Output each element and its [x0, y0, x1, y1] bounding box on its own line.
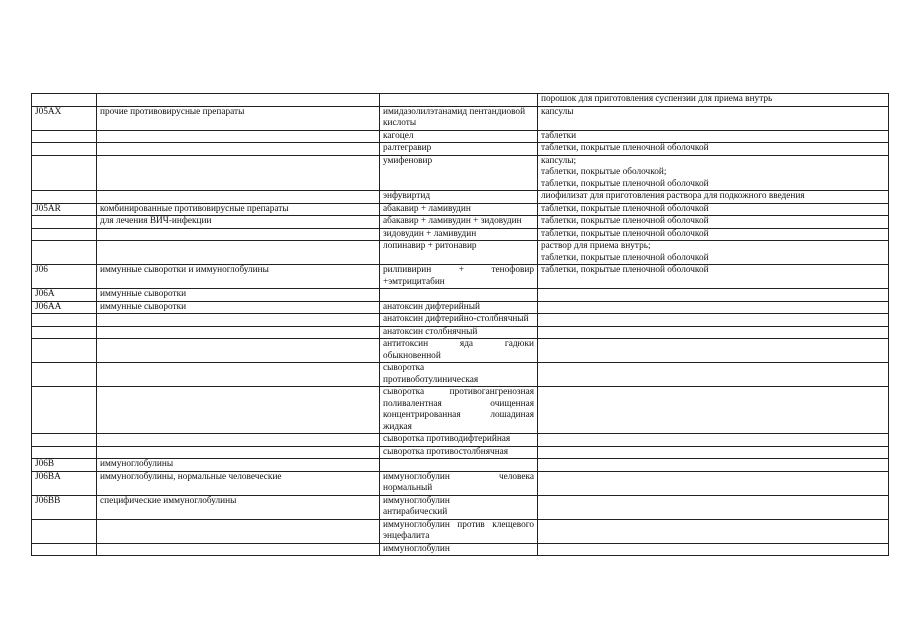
dosage-form-cell: [538, 471, 889, 495]
group-cell: [97, 434, 380, 447]
atc-code-cell: J05AR: [32, 203, 97, 216]
table-row: [32, 387, 889, 434]
drug-cell: [380, 289, 538, 302]
group-cell: [97, 228, 380, 241]
atc-code-cell: [32, 387, 97, 434]
drug-cell: анатоксин дифтерийно-столбнячный: [380, 314, 538, 327]
group-cell: иммуноглобулины, нормальные человеческие: [97, 471, 380, 495]
atc-code-cell: [32, 241, 97, 265]
atc-code-cell: [32, 543, 97, 556]
table-row: [32, 301, 889, 314]
table-row: [32, 143, 889, 156]
drug-cell: абакавир + ламивудин: [380, 203, 538, 216]
table-row: [32, 289, 889, 302]
atc-code-cell: [32, 143, 97, 156]
table-row: [32, 326, 889, 339]
drug-cell: иммуноглобулин против клещевого энцефалита: [380, 519, 538, 543]
dosage-form-cell: порошок для приготовления суспензии для приема внутрь: [538, 94, 889, 107]
dosage-form-cell: [538, 314, 889, 327]
atc-code-cell: [32, 519, 97, 543]
drug-table: [31, 93, 889, 556]
drug-cell: лопинавир + ритонавир: [380, 241, 538, 265]
drug-cell: умифеновир: [380, 155, 538, 191]
dosage-form-cell: лиофилизат для приготовления раствора для подкожного введения: [538, 191, 889, 204]
drug-cell: анатоксин дифтерийный: [380, 301, 538, 314]
dosage-form-cell: таблетки, покрытые пленочной оболочкой: [538, 203, 889, 216]
dosage-form-cell: [538, 434, 889, 447]
group-cell: иммуноглобулины: [97, 459, 380, 472]
table-row: [32, 241, 889, 265]
table-row: [32, 216, 889, 229]
table-row: [32, 106, 889, 130]
drug-cell: сыворотка противодифтерийная: [380, 434, 538, 447]
drug-cell: сыворотка противостолбнячная: [380, 446, 538, 459]
table-row: [32, 191, 889, 204]
atc-code-cell: J06BA: [32, 471, 97, 495]
atc-code-cell: J06AA: [32, 301, 97, 314]
atc-code-cell: J05AX: [32, 106, 97, 130]
table-row: [32, 155, 889, 191]
drug-cell: зидовудин + ламивудин: [380, 228, 538, 241]
drug-cell: анатоксин столбнячный: [380, 326, 538, 339]
group-cell: [97, 339, 380, 363]
group-cell: прочие противовирусные препараты: [97, 106, 380, 130]
dosage-form-cell: таблетки, покрытые пленочной оболочкой: [538, 228, 889, 241]
atc-code-cell: [32, 216, 97, 229]
group-cell: для лечения ВИЧ-инфекции: [97, 216, 380, 229]
dosage-form-cell: [538, 543, 889, 556]
group-cell: иммунные сыворотки: [97, 301, 380, 314]
drug-cell: сыворотка противоботулиническая: [380, 363, 538, 387]
atc-code-cell: [32, 155, 97, 191]
drug-cell: иммуноглобулин антирабический: [380, 495, 538, 519]
dosage-form-cell: капсулы: [538, 106, 889, 130]
group-cell: [97, 130, 380, 143]
atc-code-cell: [32, 130, 97, 143]
group-cell: иммунные сыворотки: [97, 289, 380, 302]
dosage-form-cell: [538, 301, 889, 314]
drug-cell: имидазолилэтанамид пентандиовой кислоты: [380, 106, 538, 130]
drug-cell: энфувиртид: [380, 191, 538, 204]
drug-table-body: [32, 94, 889, 556]
group-cell: [97, 363, 380, 387]
group-cell: [97, 241, 380, 265]
drug-cell: абакавир + ламивудин + зидовудин: [380, 216, 538, 229]
dosage-form-cell: [538, 446, 889, 459]
dosage-form-cell: [538, 326, 889, 339]
dosage-form-cell: [538, 495, 889, 519]
group-cell: иммунные сыворотки и иммуноглобулины: [97, 265, 380, 289]
atc-code-cell: J06BB: [32, 495, 97, 519]
table-row: [32, 471, 889, 495]
atc-code-cell: [32, 326, 97, 339]
atc-code-cell: J06B: [32, 459, 97, 472]
atc-code-cell: J06A: [32, 289, 97, 302]
group-cell: [97, 326, 380, 339]
table-row: [32, 363, 889, 387]
group-cell: [97, 314, 380, 327]
atc-code-cell: [32, 191, 97, 204]
dosage-form-cell: [538, 289, 889, 302]
table-row: [32, 459, 889, 472]
dosage-form-cell: [538, 459, 889, 472]
table-row: [32, 94, 889, 107]
group-cell: [97, 94, 380, 107]
group-cell: [97, 446, 380, 459]
drug-cell: рилпивирин + тенофовир +эмтрицитабин: [380, 265, 538, 289]
drug-cell: кагоцел: [380, 130, 538, 143]
table-row: [32, 434, 889, 447]
table-row: [32, 130, 889, 143]
group-cell: [97, 543, 380, 556]
dosage-form-cell: [538, 519, 889, 543]
table-row: [32, 495, 889, 519]
atc-code-cell: [32, 228, 97, 241]
group-cell: [97, 387, 380, 434]
drug-cell: сыворотка противогангренозная поливалентная очищенная концентрированная лошадиная жидкая: [380, 387, 538, 434]
atc-code-cell: [32, 446, 97, 459]
dosage-form-cell: таблетки, покрытые пленочной оболочкой: [538, 216, 889, 229]
group-cell: [97, 155, 380, 191]
atc-code-cell: [32, 363, 97, 387]
group-cell: [97, 191, 380, 204]
dosage-form-cell: раствор для приема внутрь; таблетки, покрытые пленочной оболочкой: [538, 241, 889, 265]
drug-cell: [380, 459, 538, 472]
table-row: [32, 203, 889, 216]
drug-cell: иммуноглобулин человека нормальный: [380, 471, 538, 495]
drug-cell: [380, 94, 538, 107]
drug-cell: ралтегравир: [380, 143, 538, 156]
dosage-form-cell: таблетки, покрытые пленочной оболочкой: [538, 265, 889, 289]
table-row: [32, 228, 889, 241]
table-row: [32, 446, 889, 459]
group-cell: специфические иммуноглобулины: [97, 495, 380, 519]
dosage-form-cell: капсулы; таблетки, покрытые оболочкой; таблетки, покрытые пленочной оболочкой: [538, 155, 889, 191]
table-row: [32, 265, 889, 289]
dosage-form-cell: [538, 363, 889, 387]
group-cell: [97, 143, 380, 156]
atc-code-cell: [32, 434, 97, 447]
dosage-form-cell: [538, 339, 889, 363]
dosage-form-cell: [538, 387, 889, 434]
group-cell: [97, 519, 380, 543]
atc-code-cell: [32, 339, 97, 363]
table-row: [32, 339, 889, 363]
drug-cell: иммуноглобулин: [380, 543, 538, 556]
dosage-form-cell: таблетки: [538, 130, 889, 143]
drug-cell: антитоксин яда гадюки обыкновенной: [380, 339, 538, 363]
table-row: [32, 314, 889, 327]
atc-code-cell: J06: [32, 265, 97, 289]
atc-code-cell: [32, 94, 97, 107]
table-row: [32, 519, 889, 543]
dosage-form-cell: таблетки, покрытые пленочной оболочкой: [538, 143, 889, 156]
table-row: [32, 543, 889, 556]
atc-code-cell: [32, 314, 97, 327]
group-cell: комбинированные противовирусные препараты: [97, 203, 380, 216]
